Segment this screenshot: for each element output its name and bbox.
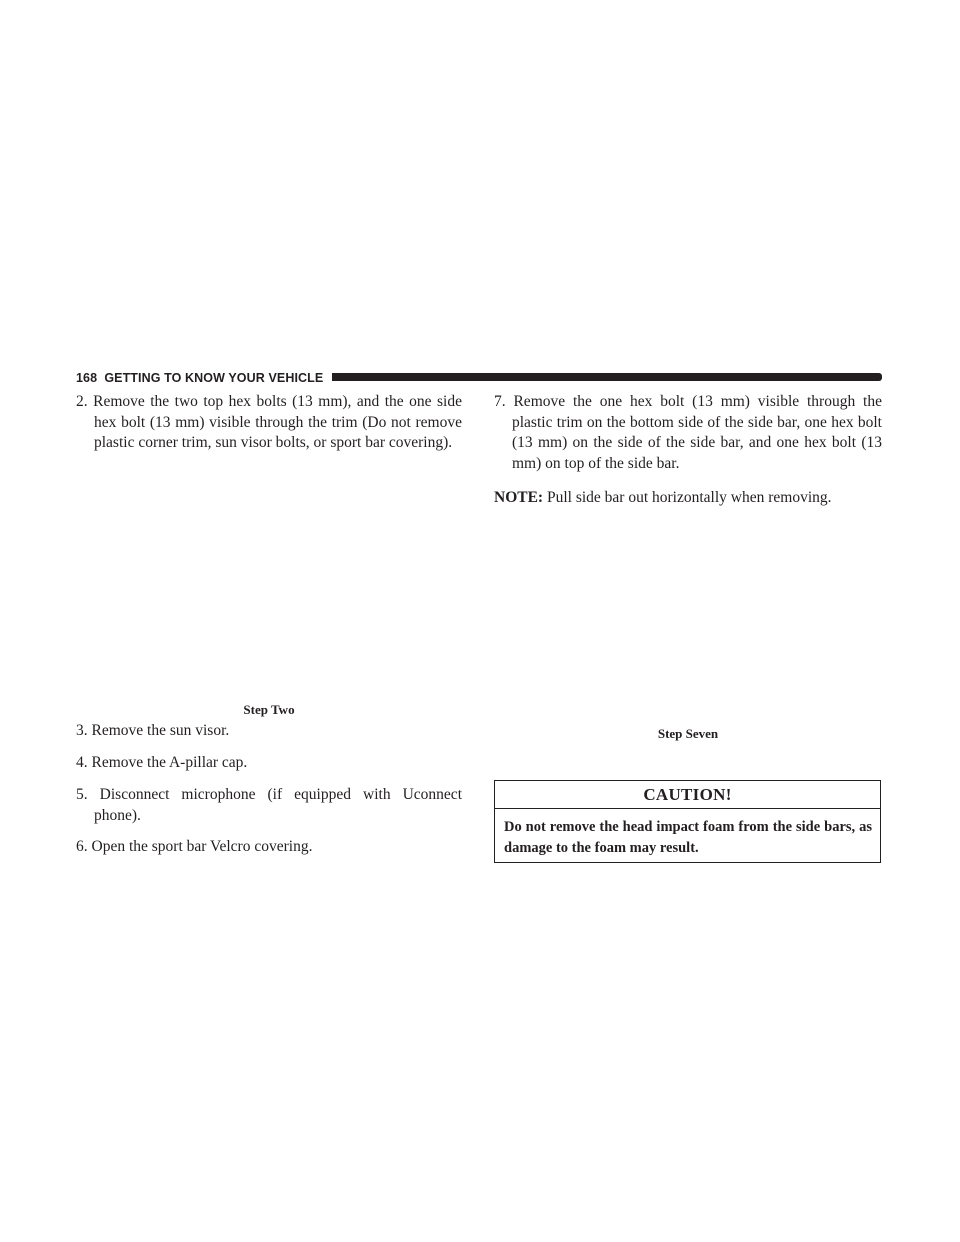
note-label: NOTE: <box>494 489 544 506</box>
step-4: 4. Remove the A-pillar cap. <box>76 754 248 771</box>
figure-caption-step-seven: Step Seven <box>657 726 719 741</box>
figure-step-two <box>76 484 462 694</box>
step-5: 5. Disconnect microphone (if equipped with Uconnect phone). <box>76 786 462 824</box>
step-2: 2. Remove the two top hex bolts (13 mm), and the one side hex bolt (13 mm) visible through the trim (Do not remove plastic corner trim, sun visor bolts, or sport bar covering). <box>76 393 462 451</box>
caution-box <box>494 780 881 863</box>
step-7: 7. Remove the one hex bolt (13 mm) visible through the plastic trim on the bottom side of the side bar, one hex bolt (13 mm) on the side of the side bar, and one hex bolt (13 mm) on top of the side bar. <box>494 393 882 472</box>
note-text: Pull side bar out horizontally when removing. <box>546 489 832 506</box>
step-3: 3. Remove the sun visor. <box>76 722 230 739</box>
caution-title: CAUTION! <box>495 781 880 809</box>
header-label <box>76 370 331 386</box>
figure-caption-step-two: Step Two <box>243 702 295 717</box>
figure-step-seven <box>494 520 882 720</box>
caution-text: Do not remove the head impact foam from the side bars, as damage to the foam may result. <box>504 819 872 856</box>
step-6: 6. Open the sport bar Velcro covering. <box>76 838 313 855</box>
note <box>494 488 882 509</box>
page-number: 168 <box>76 371 98 385</box>
page-header <box>76 370 882 386</box>
section-title: GETTING TO KNOW YOUR VEHICLE <box>104 371 324 385</box>
header-rule <box>332 373 882 381</box>
